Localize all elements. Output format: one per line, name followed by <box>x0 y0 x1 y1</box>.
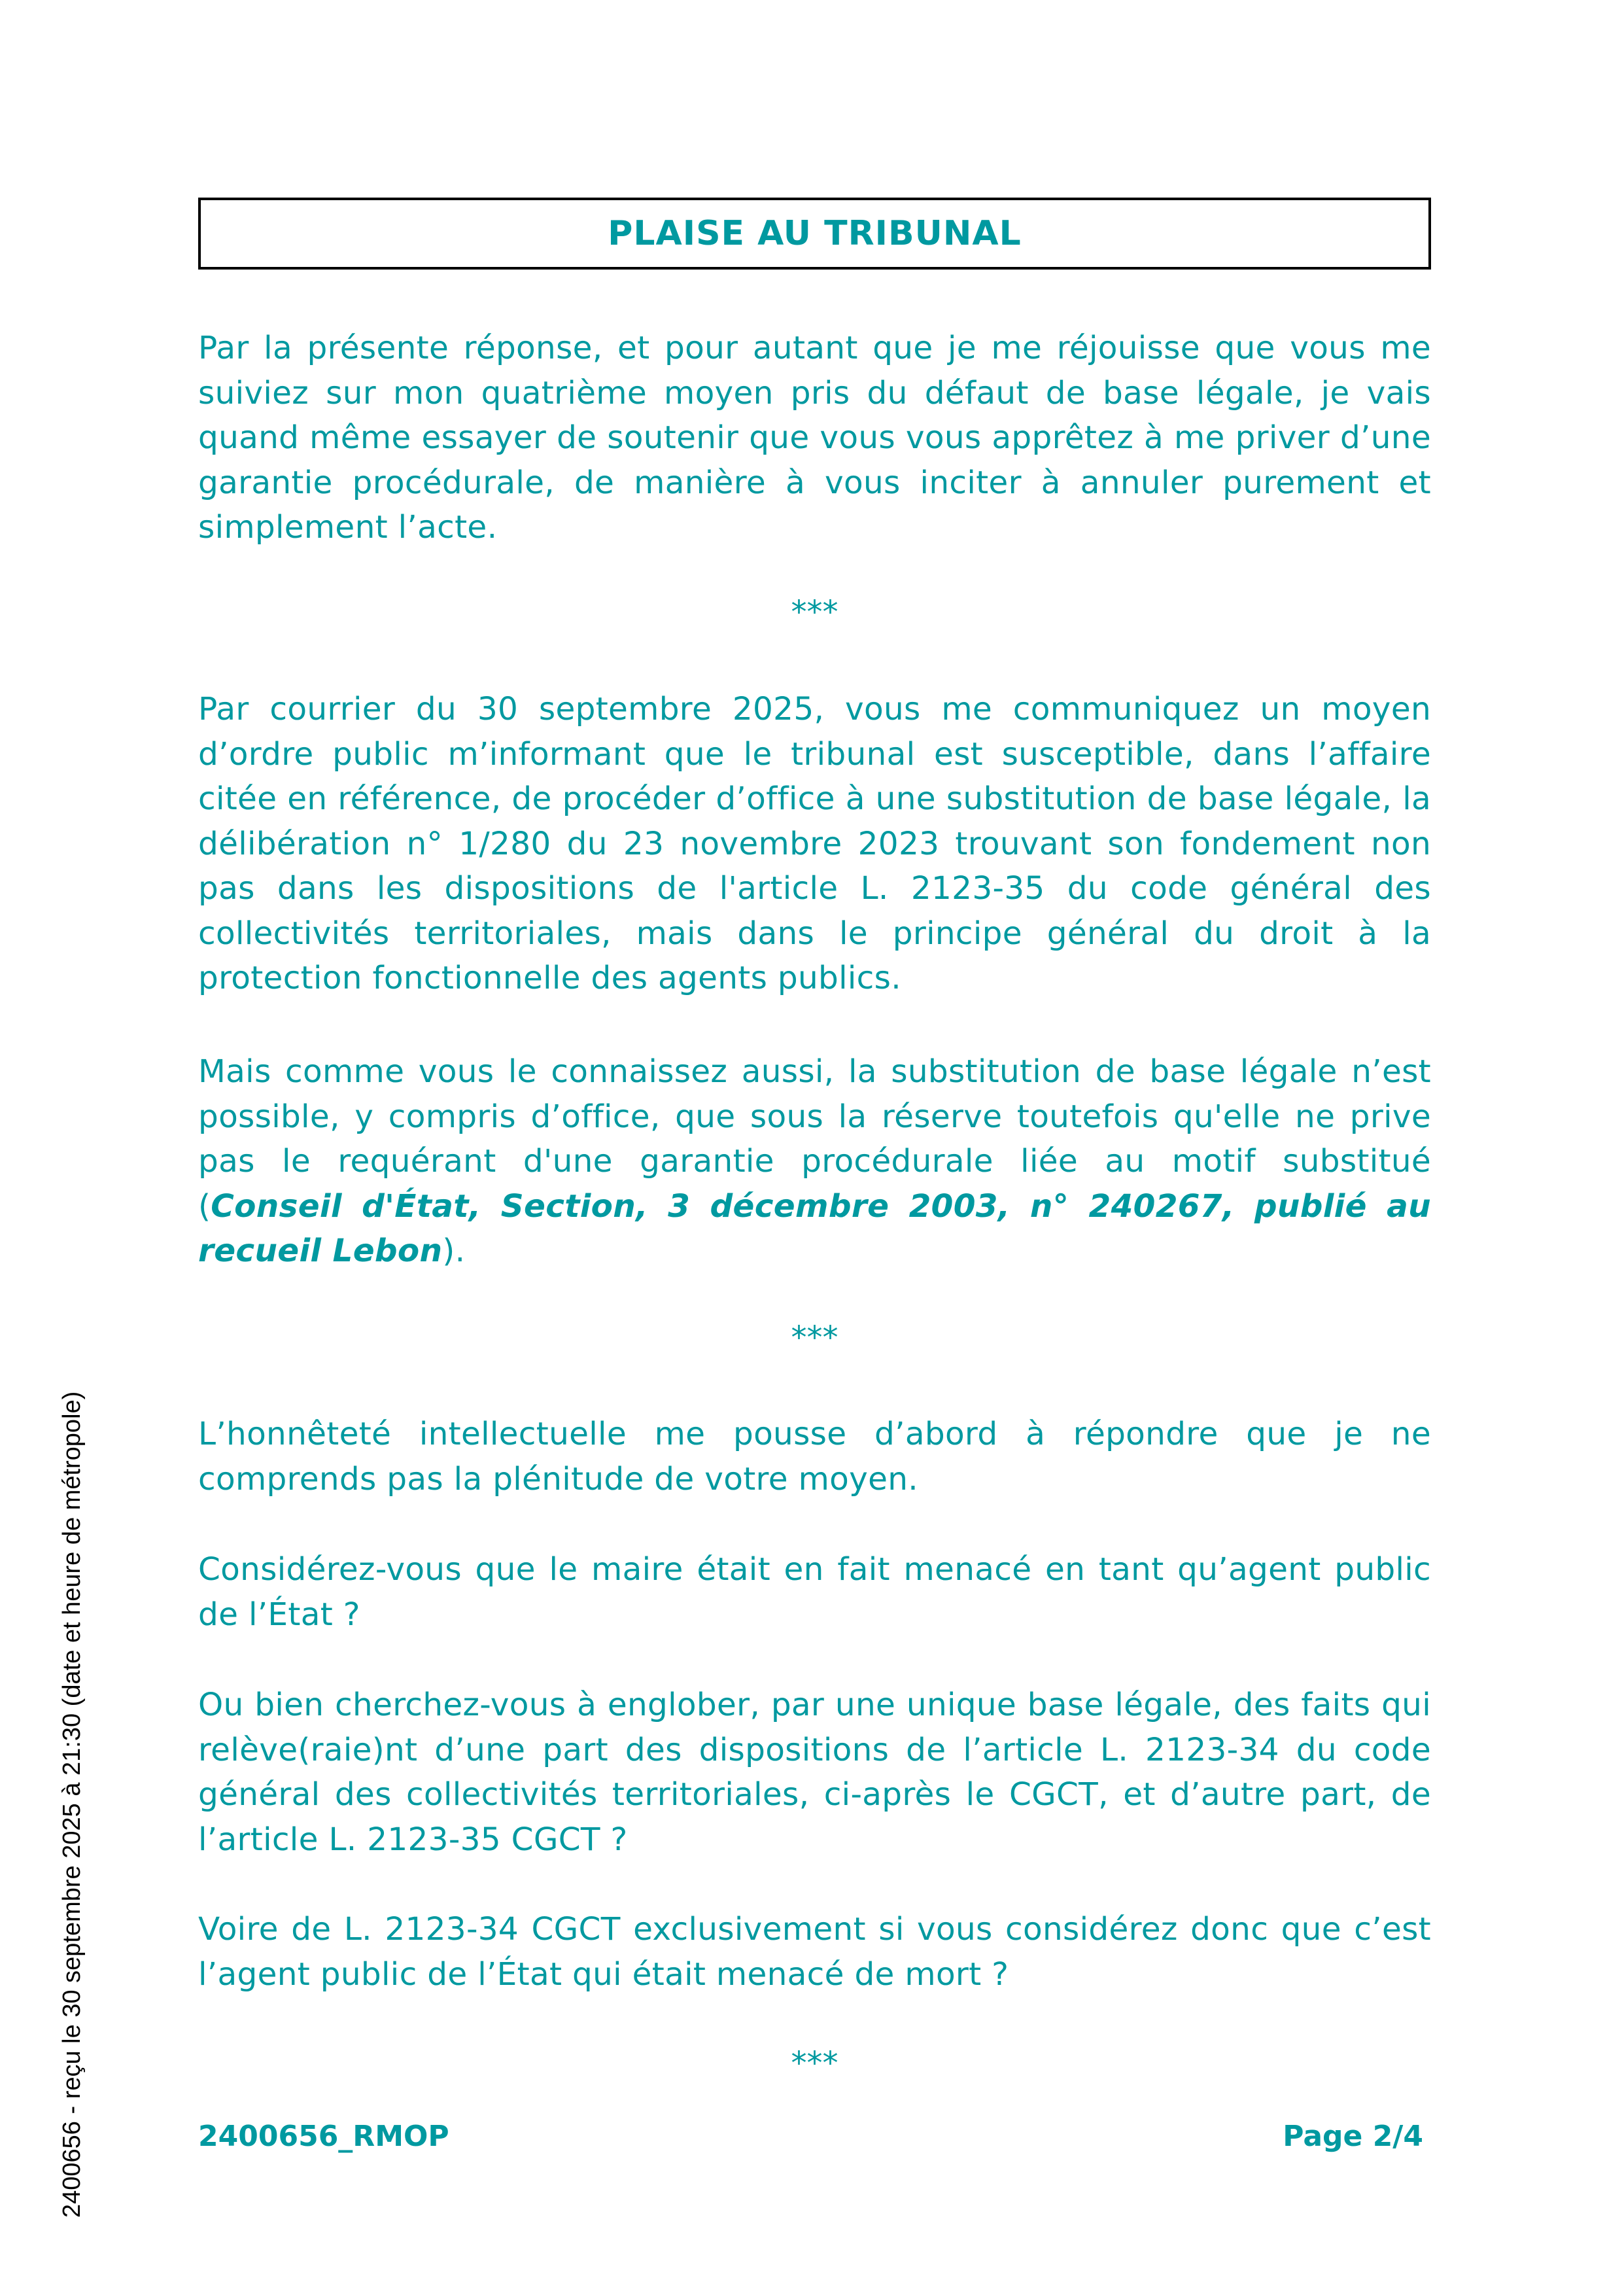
separator-3: *** <box>791 2045 838 2082</box>
paragraph-4-text: L’honnêteté intellectuelle me pousse d’abord à répondre que je ne comprends pas la plénitude de votre moyen. <box>198 1416 1431 1498</box>
paragraph-7 <box>198 1907 1431 1997</box>
paragraph-6 <box>198 1683 1431 1862</box>
paragraph-1 <box>198 326 1431 550</box>
page-title: PLAISE AU TRIBUNAL <box>608 214 1022 253</box>
paragraph-5-text: Considérez-vous que le maire était en fait menacé en tant qu’agent public de l’État ? <box>198 1551 1431 1633</box>
paragraph-3-end: ). <box>442 1233 466 1269</box>
paragraph-3-intro: Mais comme vous le connaissez aussi, la substitution de base légale n’est possible, y compris d’office, que sous la réserve toutefois qu'elle ne prive pas le requérant d'une garantie procédurale liée au motif substitué ( <box>198 1053 1431 1225</box>
receipt-stamp: 2400656 - reçu le 30 septembre 2025 à 21:30 (date et heure de métropole) <box>58 1391 86 2218</box>
title-box <box>198 198 1431 270</box>
paragraph-5 <box>198 1547 1431 1637</box>
paragraph-3 <box>198 1049 1431 1274</box>
separator-1: *** <box>791 594 838 631</box>
case-citation: Conseil d'État, Section, 3 décembre 2003, n° 240267, publié au recueil Lebon <box>198 1187 1431 1269</box>
paragraph-6-text: Ou bien cherchez-vous à englober, par une unique base légale, des faits qui relève(raie)nt d’une part des dispositions de l’article L. 2123-34 du code général des collectivités territoriales, ci-après le CGCT, et d’autre part, de l’article L. 2123-35 CGCT ? <box>198 1687 1431 1858</box>
paragraph-2 <box>198 687 1431 1001</box>
paragraph-2-text: Par courrier du 30 septembre 2025, vous me communiquez un moyen d’ordre public m’informant que le tribunal est susceptible, dans l’affaire citée en référence, de procéder d’office à une substitution de base légale, la délibération n° 1/280 du 23 novembre 2023 trouvant son fondement non pas dans les dispositions de l'article L. 2123-35 du code général des collectivités territoriales, mais dans le principe général du droit à la protection fonctionnelle des agents publics. <box>198 691 1431 996</box>
footer-reference: 2400656_RMOP <box>198 2120 449 2153</box>
separator-2: *** <box>791 1320 838 1356</box>
footer-page-number: Page 2/4 <box>1283 2120 1423 2153</box>
paragraph-4 <box>198 1412 1431 1501</box>
paragraph-1-text: Par la présente réponse, et pour autant que je me réjouisse que vous me suiviez sur mon quatrième moyen pris du défaut de base légale, je vais quand même essayer de soutenir que vous vous apprêtez à me priver d’une garantie procédurale, de manière à vous inciter à annuler purement et simplement l’acte. <box>198 330 1431 546</box>
paragraph-7-text: Voire de L. 2123-34 CGCT exclusivement si vous considérez donc que c’est l’agent public de l’État qui était menacé de mort ? <box>198 1911 1431 1993</box>
paragraph-3-text <box>198 1049 1431 1274</box>
